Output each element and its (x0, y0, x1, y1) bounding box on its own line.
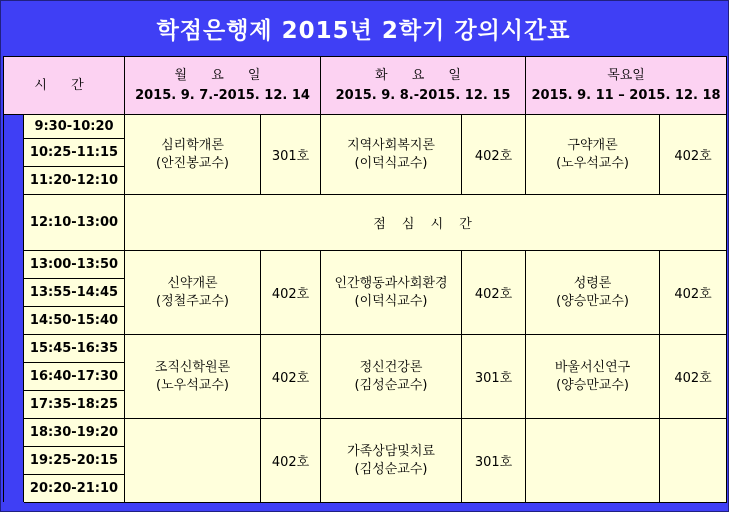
room-cell: 402호 (462, 115, 526, 195)
course-cell (125, 419, 261, 503)
time-cell: 10:25-11:15 (24, 139, 125, 167)
room-cell: 301호 (462, 335, 526, 419)
day-range: 2015. 9. 7.-2015. 12. 14 (135, 87, 310, 103)
course-cell: 구약개론 (노우석교수) (526, 115, 660, 195)
time-cell: 15:45-16:35 (24, 335, 125, 363)
room-cell: 402호 (261, 419, 321, 503)
day-name: 월 요 일 (174, 67, 271, 83)
room-cell: 402호 (660, 251, 727, 335)
room-cell (660, 419, 727, 503)
course-cell: 가족상담및치료 (김성순교수) (321, 419, 462, 503)
day-name: 목요일 (607, 67, 645, 83)
day-range: 2015. 9. 11 – 2015. 12. 18 (531, 87, 721, 103)
time-cell: 14:50-15:40 (24, 307, 125, 335)
table-row (4, 335, 727, 363)
room-cell: 402호 (462, 251, 526, 335)
time-cell: 17:35-18:25 (24, 391, 125, 419)
day-header-thu (526, 57, 727, 115)
time-cell: 16:40-17:30 (24, 363, 125, 391)
left-strip (4, 115, 24, 503)
room-cell: 402호 (261, 251, 321, 335)
lunch-row (4, 195, 727, 251)
day-header-tue (321, 57, 526, 115)
time-cell: 13:55-14:45 (24, 279, 125, 307)
time-cell: 20:20-21:10 (24, 475, 125, 503)
course-cell: 정신건강론 (김성순교수) (321, 335, 462, 419)
table-row (4, 115, 727, 139)
course-cell: 바울서신연구 (양승만교수) (526, 335, 660, 419)
course-cell: 조직신학원론 (노우석교수) (125, 335, 261, 419)
room-cell: 402호 (660, 115, 727, 195)
table-row (4, 251, 727, 279)
time-cell: 9:30-10:20 (24, 115, 125, 139)
table-row (4, 419, 727, 447)
header-row (4, 57, 727, 115)
room-cell: 402호 (660, 335, 727, 419)
time-cell: 13:00-13:50 (24, 251, 125, 279)
time-cell: 11:20-12:10 (24, 167, 125, 195)
page-title: 학점은행제 2015년 2학기 강의시간표 (156, 17, 571, 44)
day-range: 2015. 9. 8.-2015. 12. 15 (335, 87, 511, 103)
time-cell: 19:25-20:15 (24, 447, 125, 475)
course-cell: 신약개론 (정철주교수) (125, 251, 261, 335)
lunch-cell: 점 심 시 간 (125, 195, 727, 251)
course-cell: 심리학개론 (안진봉교수) (125, 115, 261, 195)
course-cell (526, 419, 660, 503)
time-cell: 12:10-13:00 (24, 195, 125, 251)
course-cell: 성령론 (양승만교수) (526, 251, 660, 335)
room-cell: 301호 (261, 115, 321, 195)
day-name: 화 요 일 (375, 67, 471, 83)
room-cell: 301호 (462, 419, 526, 503)
course-cell: 지역사회복지론 (이덕식교수) (321, 115, 462, 195)
time-cell: 18:30-19:20 (24, 419, 125, 447)
time-header: 시 간 (4, 57, 125, 115)
day-header-mon (125, 57, 321, 115)
timetable (3, 56, 727, 503)
room-cell: 402호 (261, 335, 321, 419)
course-cell: 인간행동과사회환경 (이덕식교수) (321, 251, 462, 335)
